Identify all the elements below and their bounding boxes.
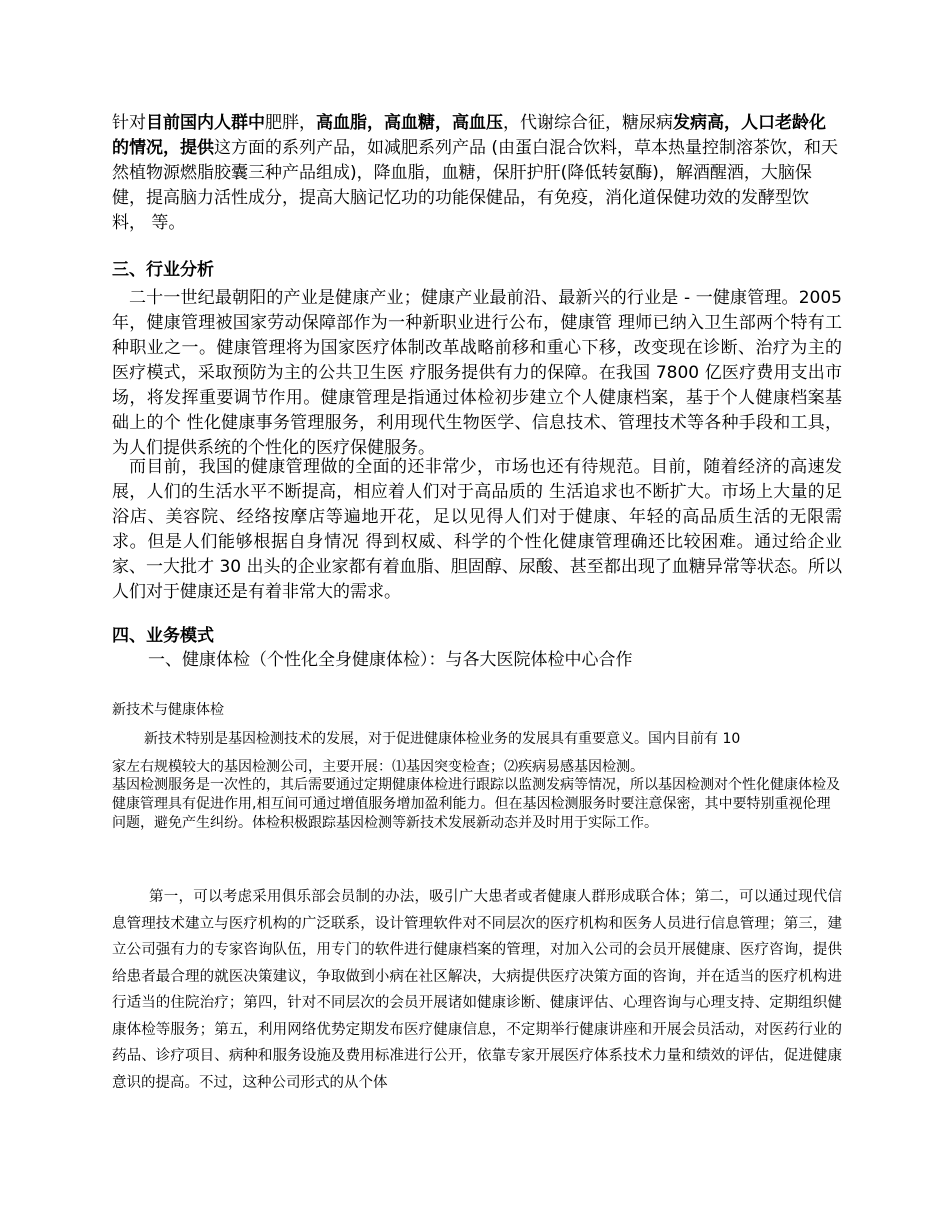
section3-heading: 三、行业分析 xyxy=(112,260,214,280)
section3-paragraph-2: 而目前，我国的健康管理做的全面的还非常少，市场也还有待规范。目前，随着经济的高速发展，人们的生活水平不断提高，相应着人们对于高品质的 生活追求也不断扩大。市场上大量的足浴店、美容院、经络按摩店等遍地开花，足以见得人们对于健康、年轻的高品质生活的无限需求。但是人们能够根据自身情况 得到权威、科学的个性化健康管理确还比较困难。通过给企业家、一大批才 30 出头的企业家都有着血脂、胆固醇、尿酸、甚至都出现了血糖异常等状态。所以人们对于健康还是有着非常大的需求。 xyxy=(112,457,842,602)
intro-text-3: ，代谢综合征，糖尿病 xyxy=(503,113,673,133)
intro-bold-1: 目前国内人群中 xyxy=(146,113,265,133)
intro-bold-3: 发病高，人口老龄化的情况，提供 xyxy=(112,113,826,158)
intro-text-1: 针对 xyxy=(112,113,146,133)
new-tech-title: 新技术与健康体检 xyxy=(112,702,224,718)
section4-heading: 四、业务模式 xyxy=(112,626,214,646)
intro-text-4: 这方面的系列产品，如减肥系列产品 (由蛋白混合饮料，草本热量控制溶茶饮，和天然植物源燃脂胶囊三种产品组成)，降血脂，血糖，保肝护肝(降低转氨酶)，解酒醒酒，大脑保健，提高脑力活性成分，提高大脑记忆功的功能保健品，有免疫，消化道保健功效的发酵型饮料， 等。 xyxy=(112,138,839,233)
new-tech-line-1: 新技术特别是基因检测技术的发展，对于促进健康体检业务的发展具有重要意义。国内目前有 10 xyxy=(144,731,741,747)
intro-text-2: 肥胖， xyxy=(265,113,316,133)
gene-test-paragraph: 基因检测服务是一次性的，其后需要通过定期健康体检进行跟踪以监测发病等情况，所以基因检测对个性化健康体检及健康管理具有促进作用,相互间可通过增值服务增加盈利能力。但在基因检测服务时要注意保密，其中要特别重视伦理问题，避免产生纠纷。体检积极跟踪基因检测等新技术发展新动态并及时用于实际工作。 xyxy=(112,777,840,831)
section3-paragraph-1: 二十一世纪最朝阳的产业是健康产业；健康产业最前沿、最新兴的行业是 - 一健康管理。2005 年，健康管理被国家劳动保障部作为一种新职业进行公布，健康管 理师已纳入卫生部两个特有工种职业之一。健康管理将为国家医疗体制改革战略前移和重心下移，改变现在诊断、治疗为主的医疗模式，采取预防为主的公共卫生医 疗服务提供有力的保障。在我国 7800 亿医疗费用支出市场，将发挥重要调节作用。健康管理是指通过体检初步建立个人健康档案，基于个人健康档案基础上的个 性化健康事务管理服务，利用现代生物医学、信息技术、管理技术等各种手段和工具，为人们提供系统的个性化的医疗保健服务。 xyxy=(112,288,842,458)
intro-bold-2: 高血脂，高血糖，高血压 xyxy=(316,113,503,133)
business-model-paragraph: 第一，可以考虑采用俱乐部会员制的办法，吸引广大患者或者健康人群形成联合体；第二，可以通过现代信息管理技术建立与医疗机构的广泛联系，设计管理软件对不同层次的医疗机构和医务人员进行信息管理；第三，建立公司强有力的专家咨询队伍，用专门的软件进行健康档案的管理，对加入公司的会员开展健康、医疗咨询，提供给患者最合理的就医决策建议，争取做到小病在社区解决，大病提供医疗决策方面的咨询，并在适当的医疗机构进行适当的住院治疗；第四，针对不同层次的会员开展诸如健康诊断、健康评估、心理咨询与心理支持、定期组织健康体检等服务；第五，利用网络优势定期发布医疗健康信息，不定期举行健康讲座和开展会员活动，对医药行业的药品、诊疗项目、病种和服务设施及费用标准进行公开，依靠专家开展医疗体系技术力量和绩效的评估，促进健康意识的提高。不过，这种公司形式的从个体 xyxy=(112,889,842,1091)
new-tech-line-2: 家左右规模较大的基因检测公司，主要开展：⑴基因突变检查；⑵疾病易感基因检测。 xyxy=(112,759,644,775)
intro-paragraph xyxy=(112,111,842,236)
section4-subheading: 一、健康体检（个性化全身健康体检）：与各大医院体检中心合作 xyxy=(148,650,633,670)
